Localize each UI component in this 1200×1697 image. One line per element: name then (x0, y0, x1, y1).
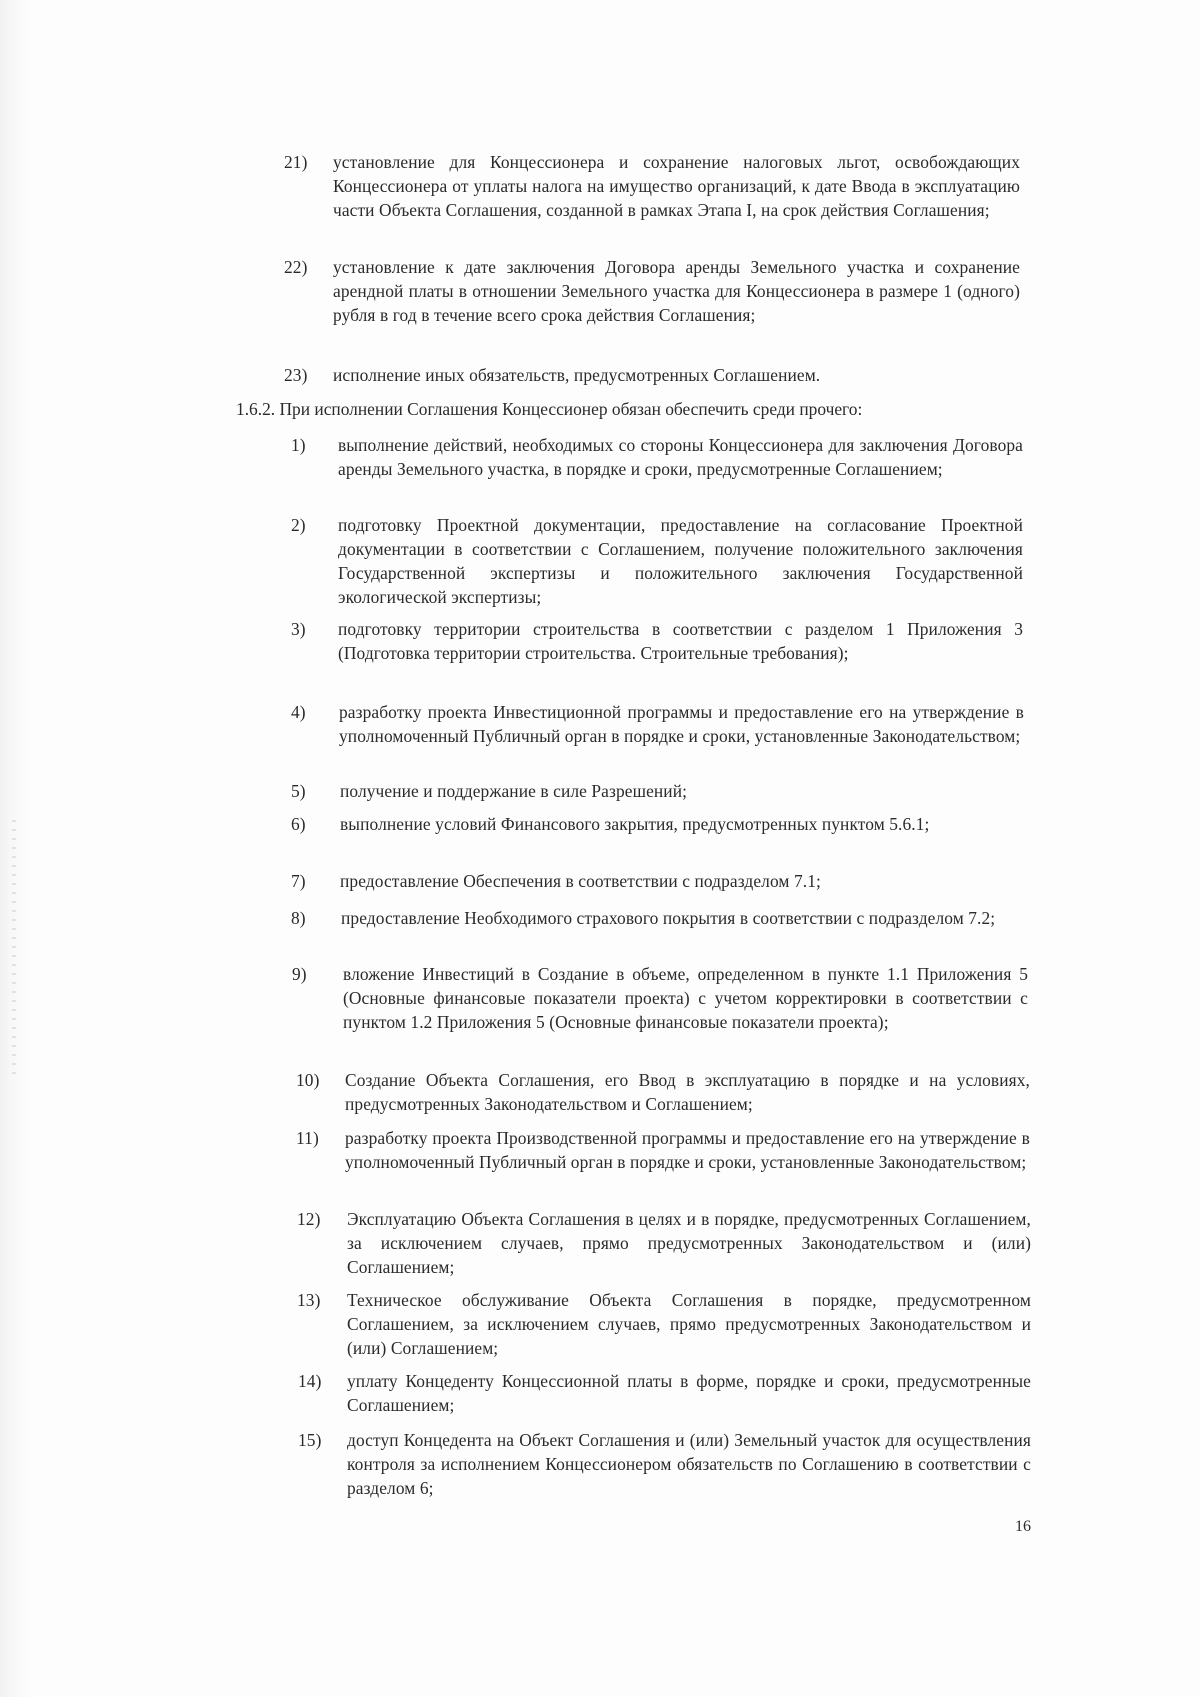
list-item-number: 1) (291, 435, 306, 455)
list-item (0, 1207, 1200, 1281)
page-number: 16 (1015, 1518, 1031, 1535)
list-item-number: 23) (284, 365, 308, 385)
list-item (0, 906, 1200, 956)
list-item-number: 11) (296, 1128, 319, 1148)
list-item-number: 3) (291, 619, 306, 639)
list-item (0, 1288, 1200, 1362)
list-item-number: 10) (296, 1070, 320, 1090)
list-item-number: 4) (291, 702, 306, 722)
list-item-number: 5) (291, 781, 306, 801)
list-item (0, 150, 1200, 250)
list-item-number: 14) (298, 1371, 322, 1391)
list-item-text: подготовку территории строительства в соответствии с разделом 1 Приложения 3 (Подготовка территории строительства. Строительные требования); (338, 619, 1023, 663)
list-item-number: 8) (291, 908, 306, 928)
list-item (0, 1369, 1200, 1419)
list-item-text: уплату Концеденту Концессионной платы в форме, порядке и сроки, предусмотренные Соглашением; (347, 1371, 1031, 1415)
list-item (0, 700, 1200, 774)
list-item (0, 1126, 1200, 1200)
list-item-text: предоставление Обеспечения в соответствии с подразделом 7.1; (340, 871, 821, 891)
list-item-text: подготовку Проектной документации, предоставление на согласование Проектной документации в соответствии с Соглашением, получение положительного заключения Государственной экспертизы и положительного заключения Государственной экологической экспертизы; (338, 515, 1023, 607)
list-item-text: исполнение иных обязательств, предусмотренных Соглашением. (333, 365, 821, 385)
list-item-text: разработку проекта Инвестиционной программы и предоставление его на утверждение в уполномоченный Публичный орган в порядке и сроки, установленные Законодательством; (339, 702, 1024, 746)
list-item (0, 1428, 1200, 1502)
list-item-text: разработку проекта Производственной программы и предоставление его на утверждение в уполномоченный Публичный орган в порядке и сроки, установленные Законодательством; (345, 1128, 1030, 1172)
list-item-text: установление к дате заключения Договора аренды Земельного участка и сохранение арендной платы в отношении Земельного участка для Концессионера в размере 1 (одного) рубля в год в течение всего срока действия Соглашения; (333, 257, 1020, 325)
list-item (0, 779, 1200, 805)
list-item-number: 2) (291, 515, 306, 535)
list-item-text: выполнение условий Финансового закрытия, предусмотренных пунктом 5.6.1; (340, 814, 930, 834)
list-item (0, 513, 1200, 611)
list-item-text: получение и поддержание в силе Разрешений; (340, 781, 688, 801)
list-item-text: предоставление Необходимого страхового покрытия в соответствии с подразделом 7.2; (341, 908, 996, 928)
list-item (0, 812, 1200, 862)
section-heading: 1.6.2. При исполнении Соглашения Концессионер обязан обеспечить среди прочего: (236, 399, 863, 419)
list-item-text: Техническое обслуживание Объекта Соглашения в порядке, предусмотренном Соглашением, за исключением случаев, прямо предусмотренных Законодательством и (или) Соглашением; (347, 1290, 1031, 1358)
list-item-text: вложение Инвестиций в Создание в объеме, определенном в пункте 1.1 Приложения 5 (Основные финансовые показатели проекта) с учетом корректировки в соответствии с пунктом 1.2 Приложения 5 (Основные финансовые показатели проекта); (343, 964, 1028, 1032)
list-item-number: 7) (291, 871, 306, 891)
list-item (0, 363, 1200, 389)
list-item-text: Эксплуатацию Объекта Соглашения в целях и в порядке, предусмотренных Соглашением, за исключением случаев, прямо предусмотренных Законодательством и (или) Соглашением; (347, 1209, 1031, 1277)
list-item-text: Создание Объекта Соглашения, его Ввод в эксплуатацию в порядке и на условиях, предусмотренных Законодательством и Соглашением; (345, 1070, 1030, 1114)
list-item-number: 21) (284, 152, 308, 172)
list-item-number: 22) (284, 257, 308, 277)
list-item-text: установление для Концессионера и сохранение налоговых льгот, освобождающих Концессионера от уплаты налога на имущество организаций, к дате Ввода в эксплуатацию части Объекта Соглашения, созданной в рамках Этапа I, на срок действия Соглашения; (333, 152, 1020, 220)
list-item (0, 255, 1200, 355)
list-item-number: 6) (291, 814, 306, 834)
list-item-text: выполнение действий, необходимых со стороны Концессионера для заключения Договора аренды Земельного участка, в порядке и сроки, предусмотренные Соглашением; (338, 435, 1023, 479)
list-item (0, 433, 1200, 507)
list-item (0, 617, 1200, 691)
list-item-text: доступ Концедента на Объект Соглашения и (или) Земельный участок для осуществления контроля за исполнением Концессионером обязательств по Соглашению в соответствии с разделом 6; (347, 1430, 1031, 1498)
list-item-number: 13) (297, 1290, 321, 1310)
list-item (0, 962, 1200, 1060)
list-item-number: 15) (298, 1430, 322, 1450)
list-item-number: 12) (297, 1209, 321, 1229)
list-item (0, 1068, 1200, 1118)
list-item-number: 9) (292, 964, 307, 984)
list-item (0, 869, 1200, 895)
